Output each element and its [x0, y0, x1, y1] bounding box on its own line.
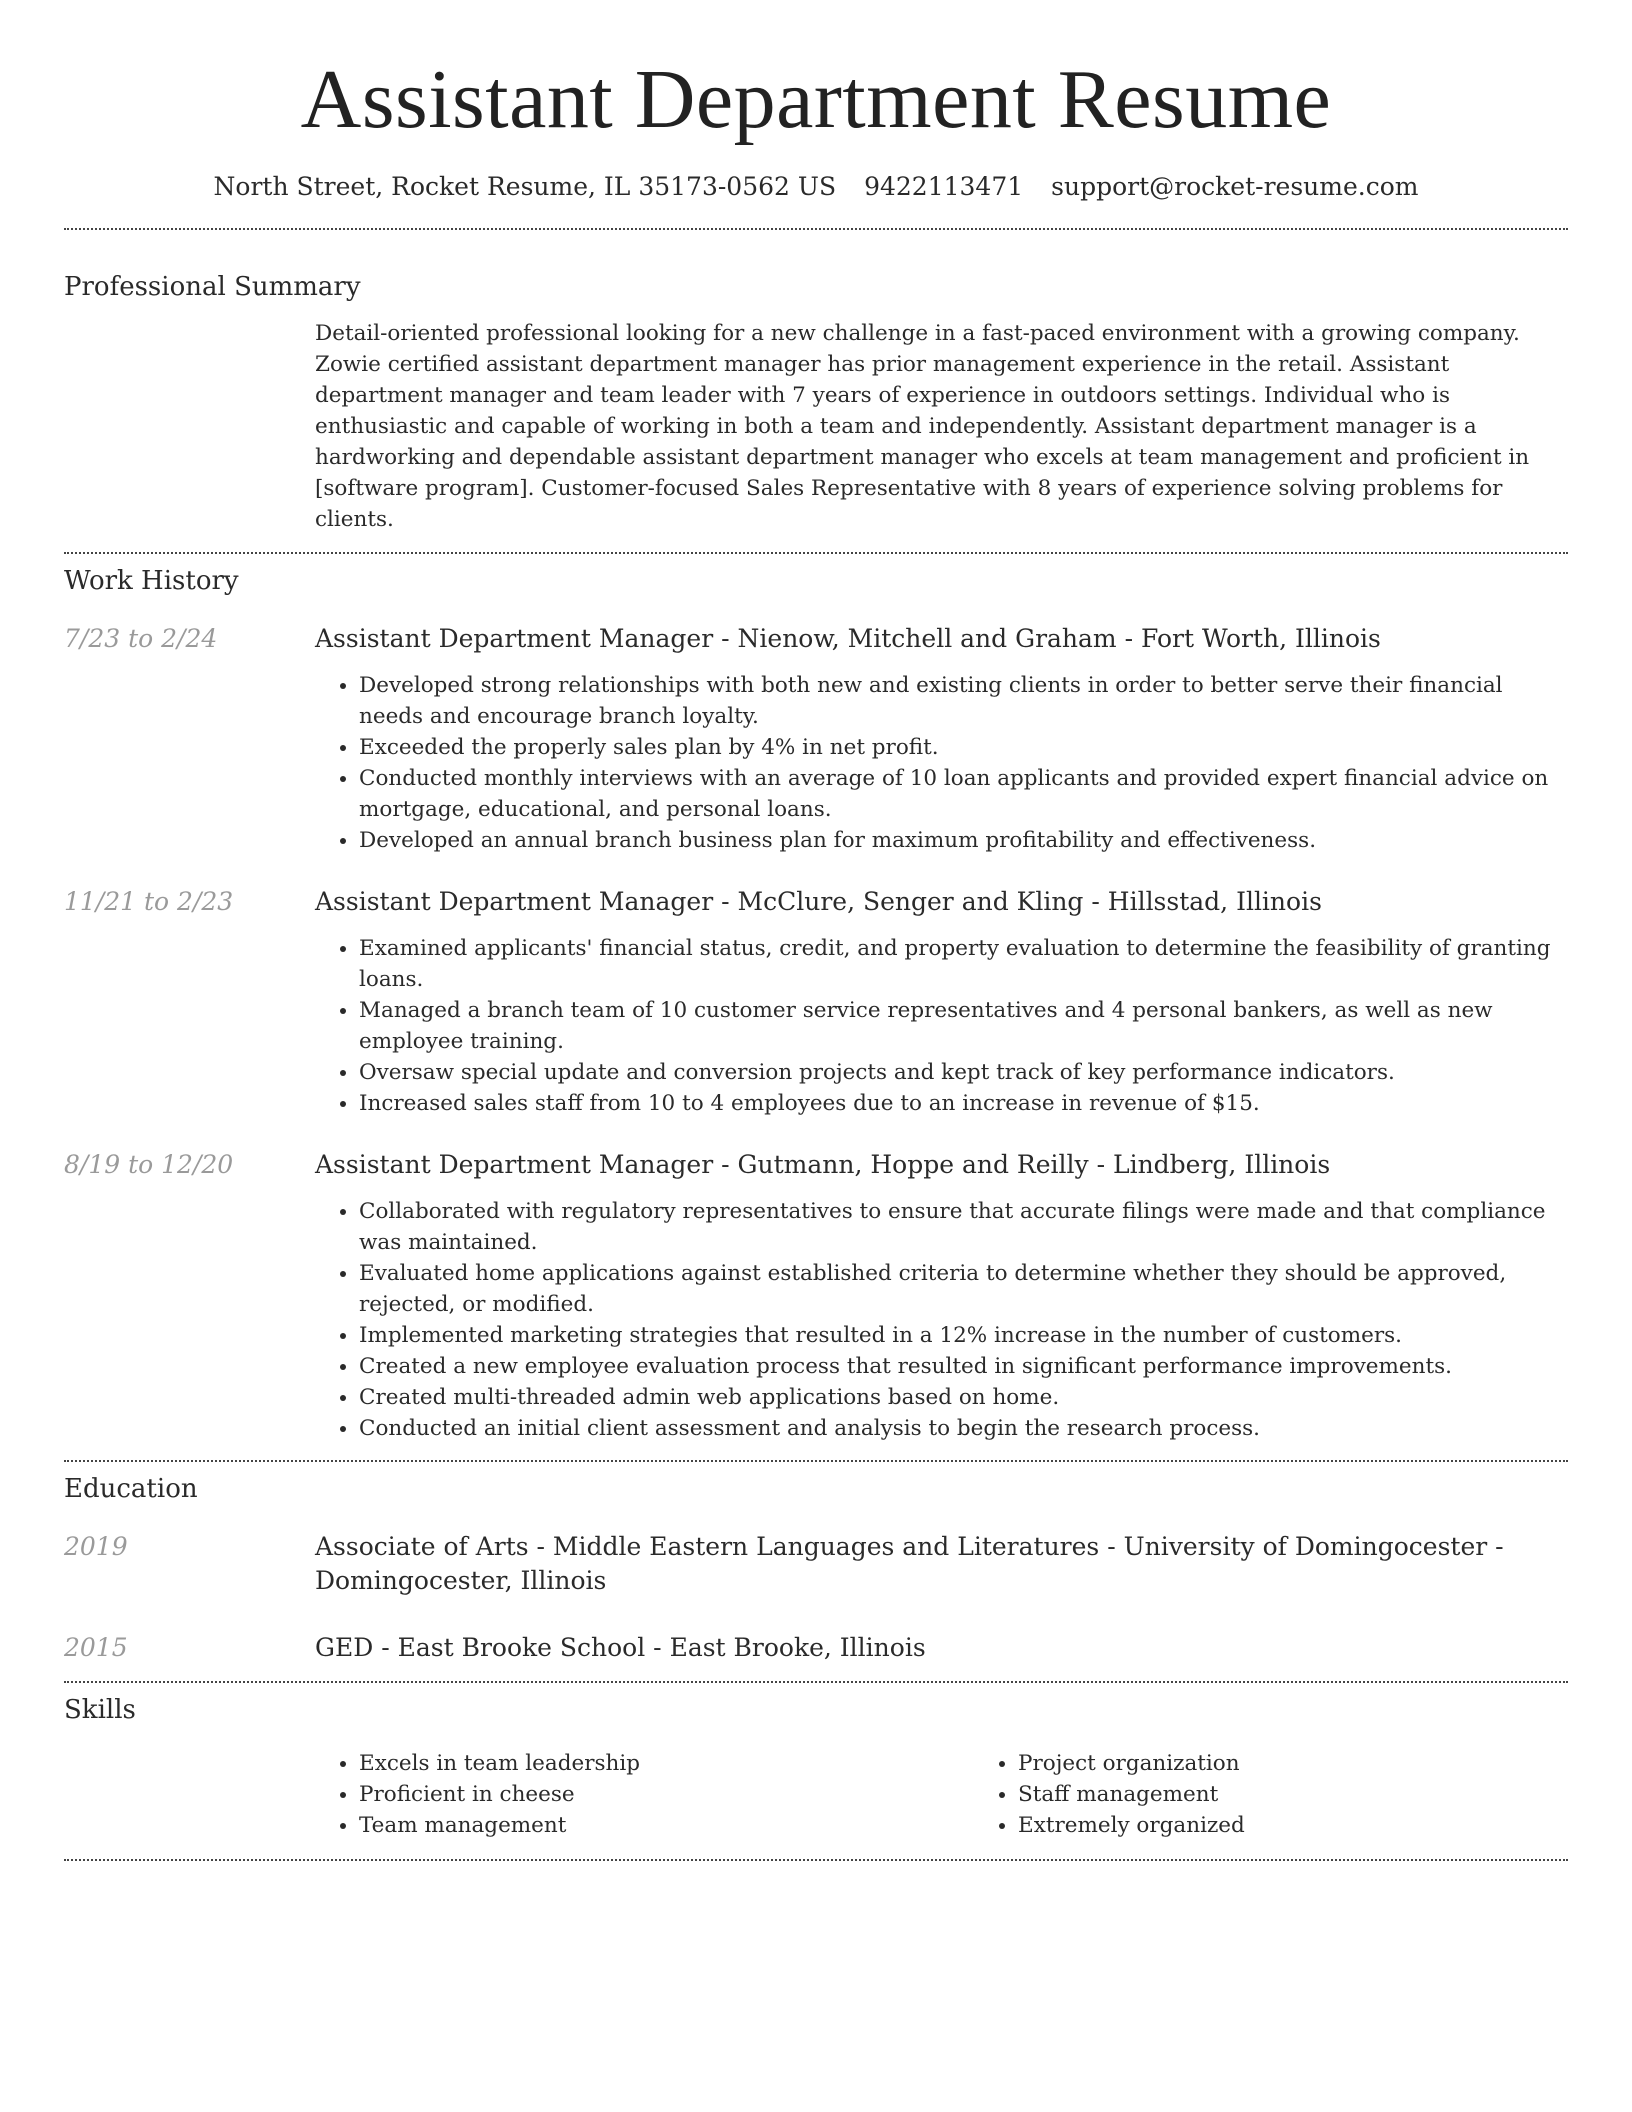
- skills-list-right: [974, 1748, 1632, 1841]
- job-entry: [64, 622, 1568, 856]
- job-entry: [64, 1148, 1568, 1444]
- list-item: • Evaluated home applications against established criteria to determine whether they should be approved, rejected, or modified.: [359, 1258, 1568, 1320]
- education-detail: GED - East Brooke School - East Brooke, Illinois: [315, 1633, 926, 1662]
- education-year: 2019: [64, 1532, 128, 1561]
- list-item: • Conducted monthly interviews with an average of 10 loan applicants and provided expert financial advice on mortgage, educational, and personal loans.: [359, 763, 1568, 825]
- list-item: • Conducted an initial client assessment and analysis to begin the research process.: [359, 1413, 1568, 1444]
- job-dates: 7/23 to 2/24: [64, 624, 218, 653]
- education-heading: Education: [64, 1474, 198, 1504]
- list-item: • Increased sales staff from 10 to 4 employees due to an increase in revenue of $15.: [359, 1088, 1568, 1119]
- job-bullets: [315, 1196, 1568, 1444]
- list-item: • Collaborated with regulatory representatives to ensure that accurate filings were made and that compliance was maintained.: [359, 1196, 1568, 1258]
- job-title: Assistant Department Manager - Gutmann, Hoppe and Reilly - Lindberg, Illinois: [315, 1150, 1331, 1179]
- list-item: • Exceeded the properly sales plan by 4% in net profit.: [359, 732, 1568, 763]
- job-bullets: [315, 933, 1568, 1119]
- resume-title: Assistant Department Resume: [300, 53, 1332, 146]
- list-item: • Developed strong relationships with both new and existing clients in order to better serve their financial needs and encourage branch loyalty.: [359, 670, 1568, 732]
- skill-item: • Extremely organized: [1018, 1810, 1632, 1841]
- contact-line: [64, 170, 1568, 204]
- summary-text: Detail-oriented professional looking for a new challenge in a fast-paced environment with a growing company. Zowie certified assistant department manager has prior management experience in the retail. Assistant department manager and team leader with 7 years of experience in outdoors settings. Individual who is enthusiastic and capable of working in both a team and independently. Assistant department manager is a hardworking and dependable assistant department manager who excels at team management and proficient in [software program]. Customer-focused Sales Representative with 8 years of experience solving problems for clients.: [315, 321, 1530, 532]
- list-item: • Managed a branch team of 10 customer service representatives and 4 personal bankers, as well as new employee training.: [359, 995, 1568, 1057]
- skill-item: • Excels in team leadership: [359, 1748, 974, 1779]
- education-year: 2015: [64, 1633, 128, 1662]
- list-item: • Oversaw special update and conversion projects and kept track of key performance indicators.: [359, 1057, 1568, 1088]
- section-divider: [64, 1681, 1568, 1683]
- job-dates: 8/19 to 12/20: [64, 1150, 234, 1179]
- list-item: • Developed an annual branch business plan for maximum profitability and effectiveness.: [359, 825, 1568, 856]
- skills-heading: Skills: [64, 1695, 136, 1725]
- job-dates: 11/21 to 2/23: [64, 887, 234, 916]
- skills-section: [64, 1693, 1568, 1841]
- section-divider: [64, 552, 1568, 554]
- education-section: [64, 1472, 1568, 1665]
- job-title: Assistant Department Manager - Nienow, Mitchell and Graham - Fort Worth, Illinois: [315, 624, 1381, 653]
- education-detail: Associate of Arts - Middle Eastern Languages and Literatures - University of Domingocester - Domingocester, Illinois: [315, 1532, 1504, 1595]
- work-history-heading: Work History: [64, 566, 239, 596]
- summary-heading: Professional Summary: [64, 272, 361, 302]
- skill-item: • Project organization: [1018, 1748, 1632, 1779]
- contact-phone: 9422113471: [864, 172, 1024, 201]
- list-item: • Created multi-threaded admin web applications based on home.: [359, 1382, 1568, 1413]
- skill-item: • Team management: [359, 1810, 974, 1841]
- skill-item: • Proficient in cheese: [359, 1779, 974, 1810]
- list-item: • Implemented marketing strategies that resulted in a 12% increase in the number of customers.: [359, 1320, 1568, 1351]
- work-history-section: [64, 564, 1568, 1444]
- job-title: Assistant Department Manager - McClure, Senger and Kling - Hillsstad, Illinois: [315, 887, 1322, 916]
- list-item: • Created a new employee evaluation process that resulted in significant performance improvements.: [359, 1351, 1568, 1382]
- section-divider: [64, 228, 1568, 230]
- section-divider: [64, 1460, 1568, 1462]
- section-divider: [64, 1859, 1568, 1861]
- contact-email[interactable]: support@rocket-resume.com: [1051, 172, 1419, 201]
- job-bullets: [315, 670, 1568, 856]
- education-entry: [64, 1631, 1568, 1665]
- list-item: • Examined applicants' financial status, credit, and property evaluation to determine the feasibility of granting loans.: [359, 933, 1568, 995]
- summary-section: [64, 270, 1568, 535]
- skills-list-left: [315, 1748, 974, 1841]
- education-entry: [64, 1530, 1568, 1598]
- skill-item: • Staff management: [1018, 1779, 1632, 1810]
- job-entry: [64, 885, 1568, 1119]
- resume-page: [64, 0, 1568, 1861]
- skills-grid: [315, 1748, 1632, 1841]
- contact-address: North Street, Rocket Resume, IL 35173-0562 US: [213, 172, 837, 201]
